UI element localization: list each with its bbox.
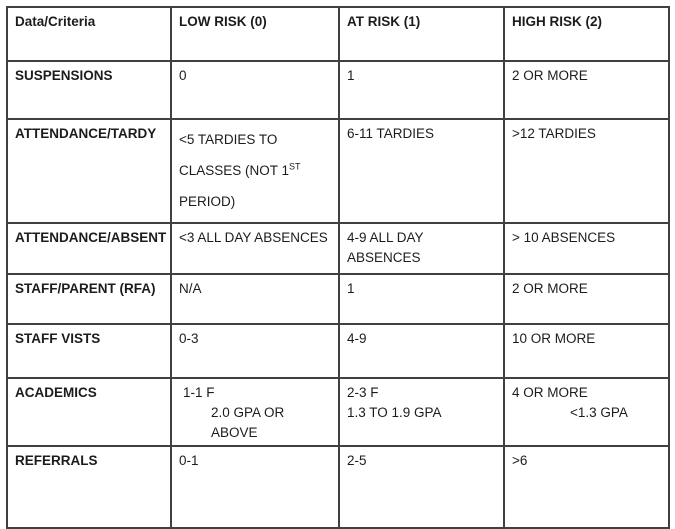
cell-suspensions-high: 2 OR MORE	[504, 61, 669, 119]
cell-referrals-high: >6	[504, 446, 669, 528]
row-label-referrals: REFERRALS	[7, 446, 171, 528]
table-row-attendance-tardy	[7, 119, 669, 223]
cell-suspensions-low: 0	[171, 61, 339, 119]
row-label-suspensions: SUSPENSIONS	[7, 61, 171, 119]
cell-visits-high: 10 OR MORE	[504, 324, 669, 378]
row-label-staff-visits: STAFF VISTS	[7, 324, 171, 378]
cell-rfa-high: 2 OR MORE	[504, 274, 669, 324]
academics-high-line2: <1.3 GPA	[570, 405, 628, 420]
cell-academics-high	[504, 378, 669, 446]
cell-absent-low: <3 ALL DAY ABSENCES	[171, 223, 339, 274]
table-row-academics	[7, 378, 669, 446]
risk-matrix-table	[6, 6, 670, 529]
cell-referrals-low: 0-1	[171, 446, 339, 528]
cell-absent-high: > 10 ABSENCES	[504, 223, 669, 274]
risk-matrix-container	[6, 6, 670, 529]
tardy-low-line3: PERIOD)	[179, 194, 236, 209]
table-row-attendance-absent	[7, 223, 669, 274]
cell-academics-low	[171, 378, 339, 446]
cell-referrals-at: 2-5	[339, 446, 504, 528]
header-cell-high-risk: HIGH RISK (2)	[504, 7, 669, 61]
header-cell-at-risk: AT RISK (1)	[339, 7, 504, 61]
cell-tardy-low	[171, 119, 339, 223]
row-label-academics: ACADEMICS	[7, 378, 171, 446]
academics-low-line3: ABOVE	[211, 425, 258, 440]
cell-visits-at: 4-9	[339, 324, 504, 378]
cell-tardy-at: 6-11 TARDIES	[339, 119, 504, 223]
table-row-suspensions	[7, 61, 669, 119]
tardy-low-line2: CLASSES (NOT 1ST	[179, 161, 301, 178]
cell-academics-at	[339, 378, 504, 446]
header-cell-low-risk: LOW RISK (0)	[171, 7, 339, 61]
row-label-attendance-absent: ATTENDANCE/ABSENT	[7, 223, 171, 274]
row-label-staff-parent-rfa: STAFF/PARENT (RFA)	[7, 274, 171, 324]
ordinal-superscript: ST	[289, 161, 301, 172]
header-row	[7, 7, 669, 61]
academics-low-line2: 2.0 GPA OR	[211, 405, 285, 420]
cell-absent-at	[339, 223, 504, 274]
cell-tardy-high: >12 TARDIES	[504, 119, 669, 223]
tardy-low-line1: <5 TARDIES TO	[179, 132, 278, 147]
academics-at-line2: 1.3 TO 1.9 GPA	[347, 405, 442, 420]
academics-at-line1: 2-3 F	[347, 385, 379, 400]
table-row-referrals	[7, 446, 669, 528]
cell-rfa-low: N/A	[171, 274, 339, 324]
table-row-staff-parent-rfa	[7, 274, 669, 324]
row-label-attendance-tardy: ATTENDANCE/TARDY	[7, 119, 171, 223]
absent-at-line1: 4-9 ALL DAY	[347, 230, 424, 245]
cell-visits-low: 0-3	[171, 324, 339, 378]
table-row-staff-visits	[7, 324, 669, 378]
academics-high-line1: 4 OR MORE	[512, 385, 588, 400]
absent-at-line2: ABSENCES	[347, 250, 421, 265]
cell-suspensions-at: 1	[339, 61, 504, 119]
academics-low-line1: 1-1 F	[183, 385, 215, 400]
header-cell-criteria: Data/Criteria	[7, 7, 171, 61]
cell-rfa-at: 1	[339, 274, 504, 324]
